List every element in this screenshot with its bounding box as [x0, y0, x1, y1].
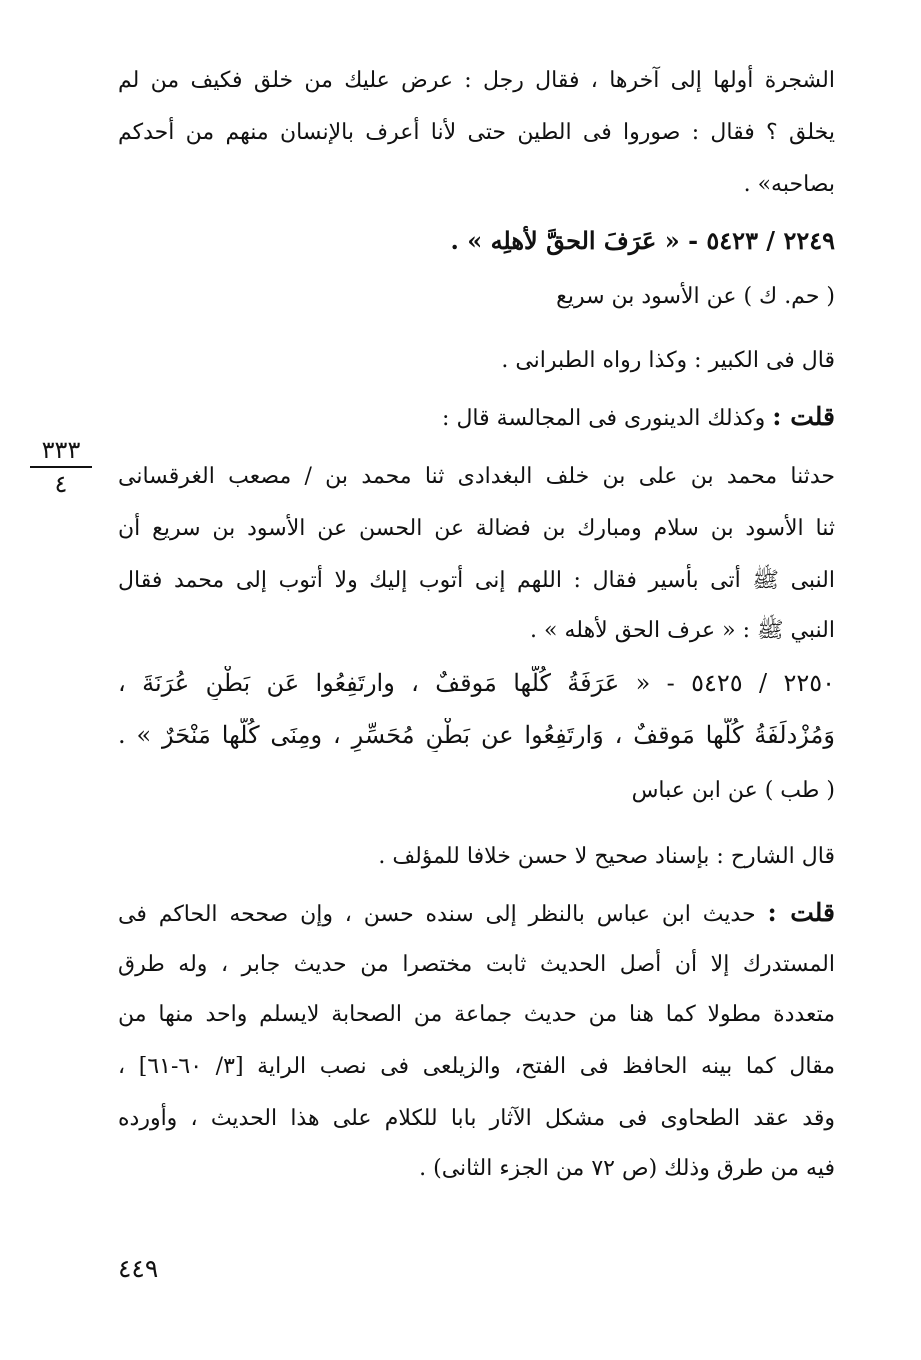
commentary-line-5: وقد عقد الطحاوى فى مشكل الآثار بابا للكلام على هذا الحديث ، وأورده	[118, 1106, 835, 1131]
isnad-line-1: حدثنا محمد بن على بن خلف البغدادى ثنا محمد بن / مصعب الغرقسانى	[118, 464, 835, 489]
isnad-line-2: ثنا الأسود بن سلام ومبارك بن فضالة عن الحسن عن الأسود بن سريع أن	[118, 516, 835, 541]
text-line-3: بصاحبه» .	[743, 172, 835, 197]
hadith-2249-source: ( حم. ك ) عن الأسود بن سريع	[556, 284, 835, 309]
commentary-kabir-line: قال فى الكبير : وكذا رواه الطبرانى .	[501, 348, 835, 373]
hadith-2249-heading: ٢٢٤٩ / ٥٤٢٣ - « عَرَفَ الحقَّ لأهلِه » .	[450, 226, 835, 255]
commentary-line-6: فيه من طرق وذلك (ص ٧٢ من الجزء الثانى) .	[419, 1156, 835, 1181]
hadith-2250-source: ( طب ) عن ابن عباس	[631, 778, 835, 803]
isnad-line-4: النبي ﷺ : « عرف الحق لأهله » .	[530, 618, 835, 643]
hadith-2250-line-1: ٢٢٥٠ / ٥٤٢٥ - « عَرَفَةُ كُلُّها مَوقفٌ ، وارتَفِعُوا عَن بَطْنِ عُرَنَةَ ،	[118, 669, 835, 697]
qultu-line-2	[118, 896, 835, 932]
page-number: ٤٤٩	[118, 1254, 159, 1283]
margin-page-top: ٣٣٣	[30, 436, 92, 468]
qultu-label: قلت :	[772, 402, 835, 431]
margin-page-reference	[30, 436, 92, 498]
text-line-2: يخلق ؟ فقال : صوروا فى الطين حتى لأنا أعرف بالإنسان منهم من أحدكم	[118, 120, 835, 145]
qultu-line-2-text: حديث ابن عباس بالنظر إلى سنده حسن ، وإن صححه الحاكم فى	[118, 902, 756, 927]
commentary-line-3: متعددة مطولا كما هنا من حديث جماعة من الصحابة لايسلم واحد منها من	[118, 1002, 835, 1027]
commentary-line-2: المستدرك إلا أن أصل الحديث ثابت مختصرا من حديث جابر ، وله طرق	[118, 952, 835, 977]
qultu-line-1-text: وكذلك الدينورى فى المجالسة قال :	[442, 406, 766, 431]
sharih-comment-line: قال الشارح : بإسناد صحيح لا حسن خلافا للمؤلف .	[378, 844, 835, 869]
qultu-label-2: قلت :	[767, 898, 835, 927]
commentary-line-4: مقال كما بينه الحافظ فى الفتح، والزيلعى فى نصب الراية [٣/ ٦٠-٦١] ،	[118, 1054, 835, 1079]
text-line-1: الشجرة أولها إلى آخرها ، فقال رجل : عرض عليك من خلق فكيف من لم	[118, 68, 835, 93]
isnad-line-3: النبى ﷺ أتى بأسير فقال : اللهم إنى أتوب إليك ولا أتوب إلى محمد فقال	[118, 568, 835, 593]
qultu-line-1	[118, 400, 835, 436]
hadith-2250-line-2: وَمُزْدلَفَةُ كُلُّها مَوقفٌ ، وَارتَفِعُوا عن بَطْنِ مُحَسِّرٍ ، ومِنَى كُلُّها مَنْحَرٌ » .	[118, 721, 835, 749]
margin-page-bottom: ٤	[54, 470, 68, 498]
